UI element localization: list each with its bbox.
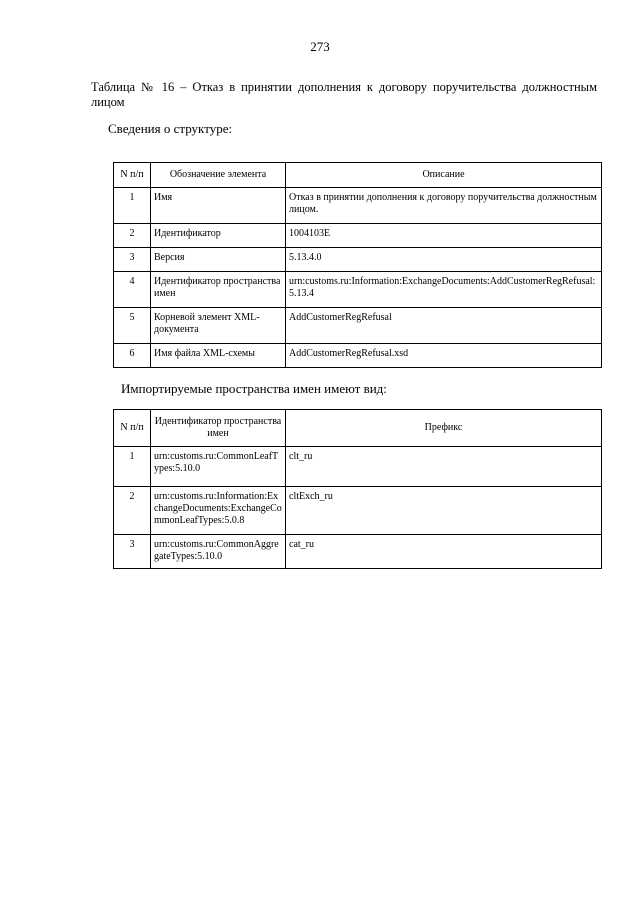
table-row — [114, 487, 602, 535]
row-number: 1 — [114, 447, 151, 487]
row-number: 3 — [114, 248, 151, 272]
row-number: 1 — [114, 188, 151, 224]
table-row — [114, 188, 602, 224]
table-row — [114, 272, 602, 308]
element-description: urn:customs.ru:Information:ExchangeDocuments:AddCustomerRegRefusal:5.13.4 — [286, 272, 602, 308]
namespace-prefix: clt_ru — [286, 447, 602, 487]
namespace-identifier: urn:customs.ru:CommonAggregateTypes:5.10.0 — [151, 535, 286, 569]
table-title: Таблица № 16 – Отказ в принятии дополнения к договору поручительства должностным лицом — [91, 80, 597, 109]
page-number: 273 — [310, 39, 330, 54]
element-name: Имя файла XML-схемы — [151, 344, 286, 368]
table-row — [114, 308, 602, 344]
header-cell-element: Обозначение элемента — [151, 163, 286, 188]
table-row — [114, 248, 602, 272]
table-row — [114, 535, 602, 569]
element-name: Идентификатор пространства имен — [151, 272, 286, 308]
table-row — [114, 344, 602, 368]
element-description: 5.13.4.0 — [286, 248, 602, 272]
header-cell-number: N п/п — [114, 410, 151, 447]
row-number: 4 — [114, 272, 151, 308]
namespace-identifier: urn:customs.ru:Information:ExchangeDocuments:ExchangeCommonLeafTypes:5.0.8 — [151, 487, 286, 535]
header-cell-namespace: Идентификатор пространства имен — [151, 410, 286, 447]
row-number: 6 — [114, 344, 151, 368]
namespace-prefix: cltExch_ru — [286, 487, 602, 535]
header-cell-prefix: Префикс — [286, 410, 602, 447]
row-number: 3 — [114, 535, 151, 569]
element-name: Идентификатор — [151, 224, 286, 248]
header-cell-number: N п/п — [114, 163, 151, 188]
table-header-row — [114, 163, 602, 188]
table-header-row — [114, 410, 602, 447]
structure-table — [113, 162, 602, 368]
element-name: Имя — [151, 188, 286, 224]
row-number: 2 — [114, 224, 151, 248]
element-name: Корневой элемент XML-документа — [151, 308, 286, 344]
element-description: AddCustomerRegRefusal — [286, 308, 602, 344]
row-number: 5 — [114, 308, 151, 344]
element-description: 1004103E — [286, 224, 602, 248]
table-row — [114, 224, 602, 248]
header-cell-description: Описание — [286, 163, 602, 188]
structure-heading: Сведения о структуре: — [108, 121, 233, 136]
element-description: Отказ в принятии дополнения к договору поручительства должностным лицом. — [286, 188, 602, 224]
namespaces-heading: Импортируемые пространства имен имеют вид: — [121, 381, 387, 396]
element-name: Версия — [151, 248, 286, 272]
namespaces-table — [113, 409, 602, 569]
element-description: AddCustomerRegRefusal.xsd — [286, 344, 602, 368]
table-row — [114, 447, 602, 487]
namespace-prefix: cat_ru — [286, 535, 602, 569]
namespace-identifier: urn:customs.ru:CommonLeafTypes:5.10.0 — [151, 447, 286, 487]
row-number: 2 — [114, 487, 151, 535]
